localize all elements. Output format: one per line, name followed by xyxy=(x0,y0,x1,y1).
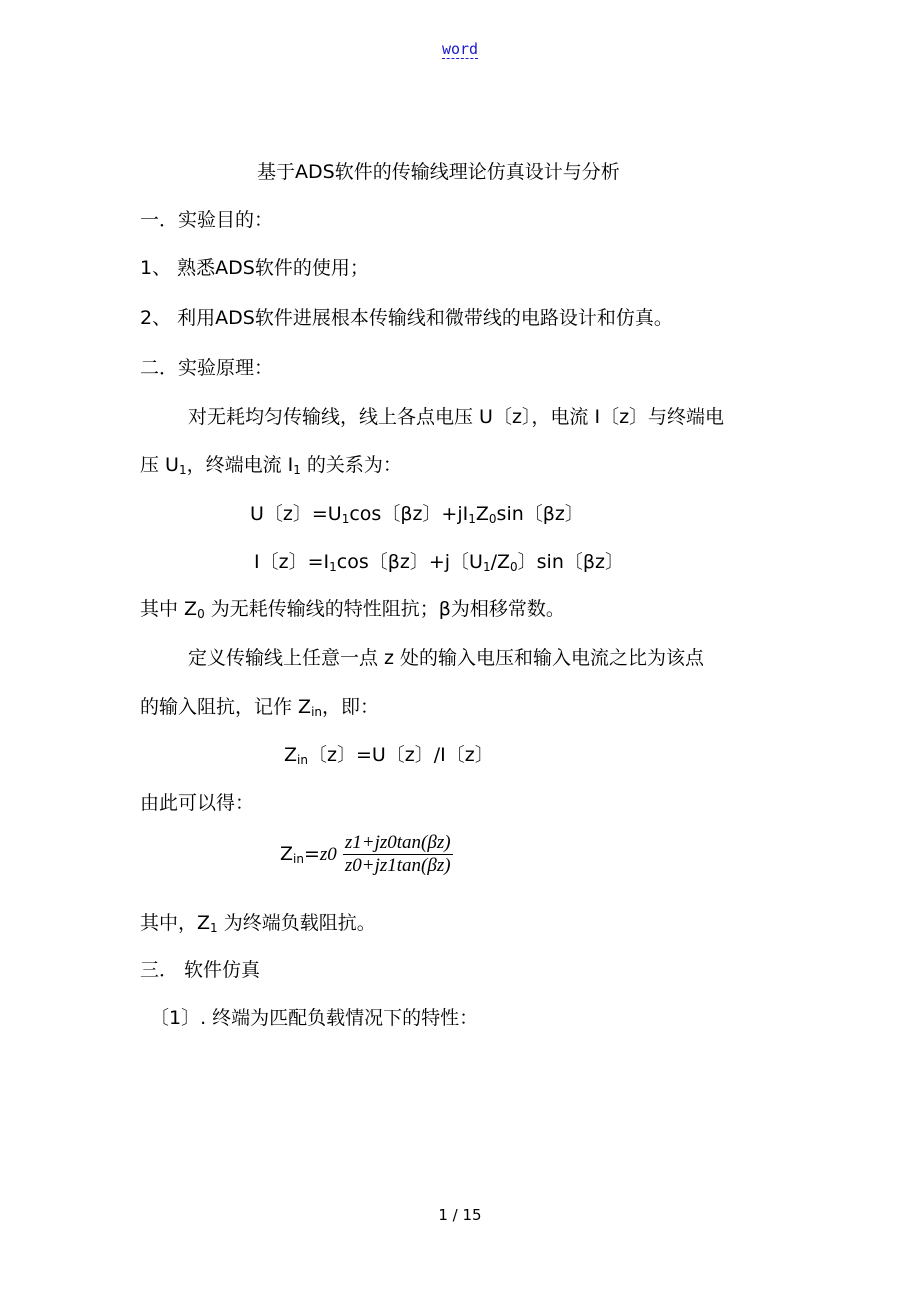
paragraph: 定义传输线上任意一点 z 处的输入电压和输入电流之比为该点 xyxy=(188,647,705,669)
subscript: in xyxy=(293,852,304,866)
list-item: 2、 利用ADS软件进展根本传输线和微带线的电路设计和仿真。 xyxy=(140,307,673,329)
paragraph xyxy=(140,911,376,935)
subscript: 0 xyxy=(488,512,497,526)
equation-text: /Z xyxy=(490,551,510,573)
section-heading-2: 二．实验原理： xyxy=(140,357,274,379)
equation-coefficient: z0 xyxy=(319,844,337,865)
paragraph xyxy=(140,453,402,477)
paragraph-text: 为终端负载阻抗。 xyxy=(217,912,376,934)
subscript: 1 xyxy=(210,921,218,935)
document-title: 基于ADS软件的传输线理论仿真设计与分析 xyxy=(257,161,620,183)
subscript: 0 xyxy=(197,607,205,621)
equation-text: = xyxy=(303,843,320,865)
equation-text: cos〔βz〕+jI xyxy=(349,503,469,525)
subscript: 0 xyxy=(510,560,518,574)
paragraph-text: ，终端电流 I xyxy=(186,454,294,476)
paragraph-text: 的关系为： xyxy=(300,454,402,476)
paragraph: 对无耗均匀传输线，线上各点电压 U〔z〕，电流 I〔z〕与终端电 xyxy=(188,406,725,428)
section-heading-3: 三． 软件仿真 xyxy=(140,959,261,981)
equation-text: I〔z〕=I xyxy=(254,551,330,573)
subscript: in xyxy=(311,705,323,719)
paragraph-text: 的输入阻抗，记作 Z xyxy=(140,696,312,718)
paragraph-text: 其中，Z xyxy=(140,912,211,934)
paragraph-text: ，即： xyxy=(322,696,380,718)
equation-text: U〔z〕=U xyxy=(250,503,342,525)
equation-text: Z xyxy=(475,503,489,525)
paragraph-text: 压 U xyxy=(140,454,179,476)
header xyxy=(0,40,920,58)
list-item: 1、 熟悉ADS软件的使用； xyxy=(140,257,369,279)
equation-text: Z xyxy=(284,744,298,766)
subscript: in xyxy=(297,753,308,767)
equation-current xyxy=(254,550,624,574)
subscript: 1 xyxy=(468,512,476,526)
word-link[interactable]: word xyxy=(441,40,479,58)
equation-text: sin〔βz〕 xyxy=(496,503,584,525)
equation-text: Z xyxy=(280,843,294,865)
fraction-denominator: z0+jz1tan(βz) xyxy=(344,855,451,876)
fraction-numerator: z1+jz0tan(βz) xyxy=(344,832,451,853)
fraction xyxy=(343,832,453,877)
paragraph xyxy=(140,597,565,621)
equation-text: cos〔βz〕+j〔U xyxy=(336,551,483,573)
page-number: 1 / 15 xyxy=(438,1206,482,1224)
subscript: 1 xyxy=(293,463,301,477)
subsection-heading: 〔1〕. 终端为匹配负载情况下的特性： xyxy=(150,1007,479,1029)
equation-input-impedance xyxy=(284,743,494,767)
equation-text: 〕sin〔βz〕 xyxy=(517,551,624,573)
equation-voltage xyxy=(250,502,584,526)
equation-zin-formula xyxy=(280,832,453,877)
equation-text: 〔z〕=U〔z〕/I〔z〕 xyxy=(307,744,494,766)
subscript: 1 xyxy=(341,512,350,526)
paragraph: 由此可以得： xyxy=(140,792,255,814)
subscript: 1 xyxy=(329,560,337,574)
subscript: 1 xyxy=(178,463,187,477)
paragraph xyxy=(140,695,379,719)
section-heading-1: 一．实验目的： xyxy=(140,209,274,231)
subscript: 1 xyxy=(482,560,491,574)
paragraph-text: 为无耗传输线的特性阻抗；β为相移常数。 xyxy=(204,598,565,620)
paragraph-text: 其中 Z xyxy=(140,598,198,620)
